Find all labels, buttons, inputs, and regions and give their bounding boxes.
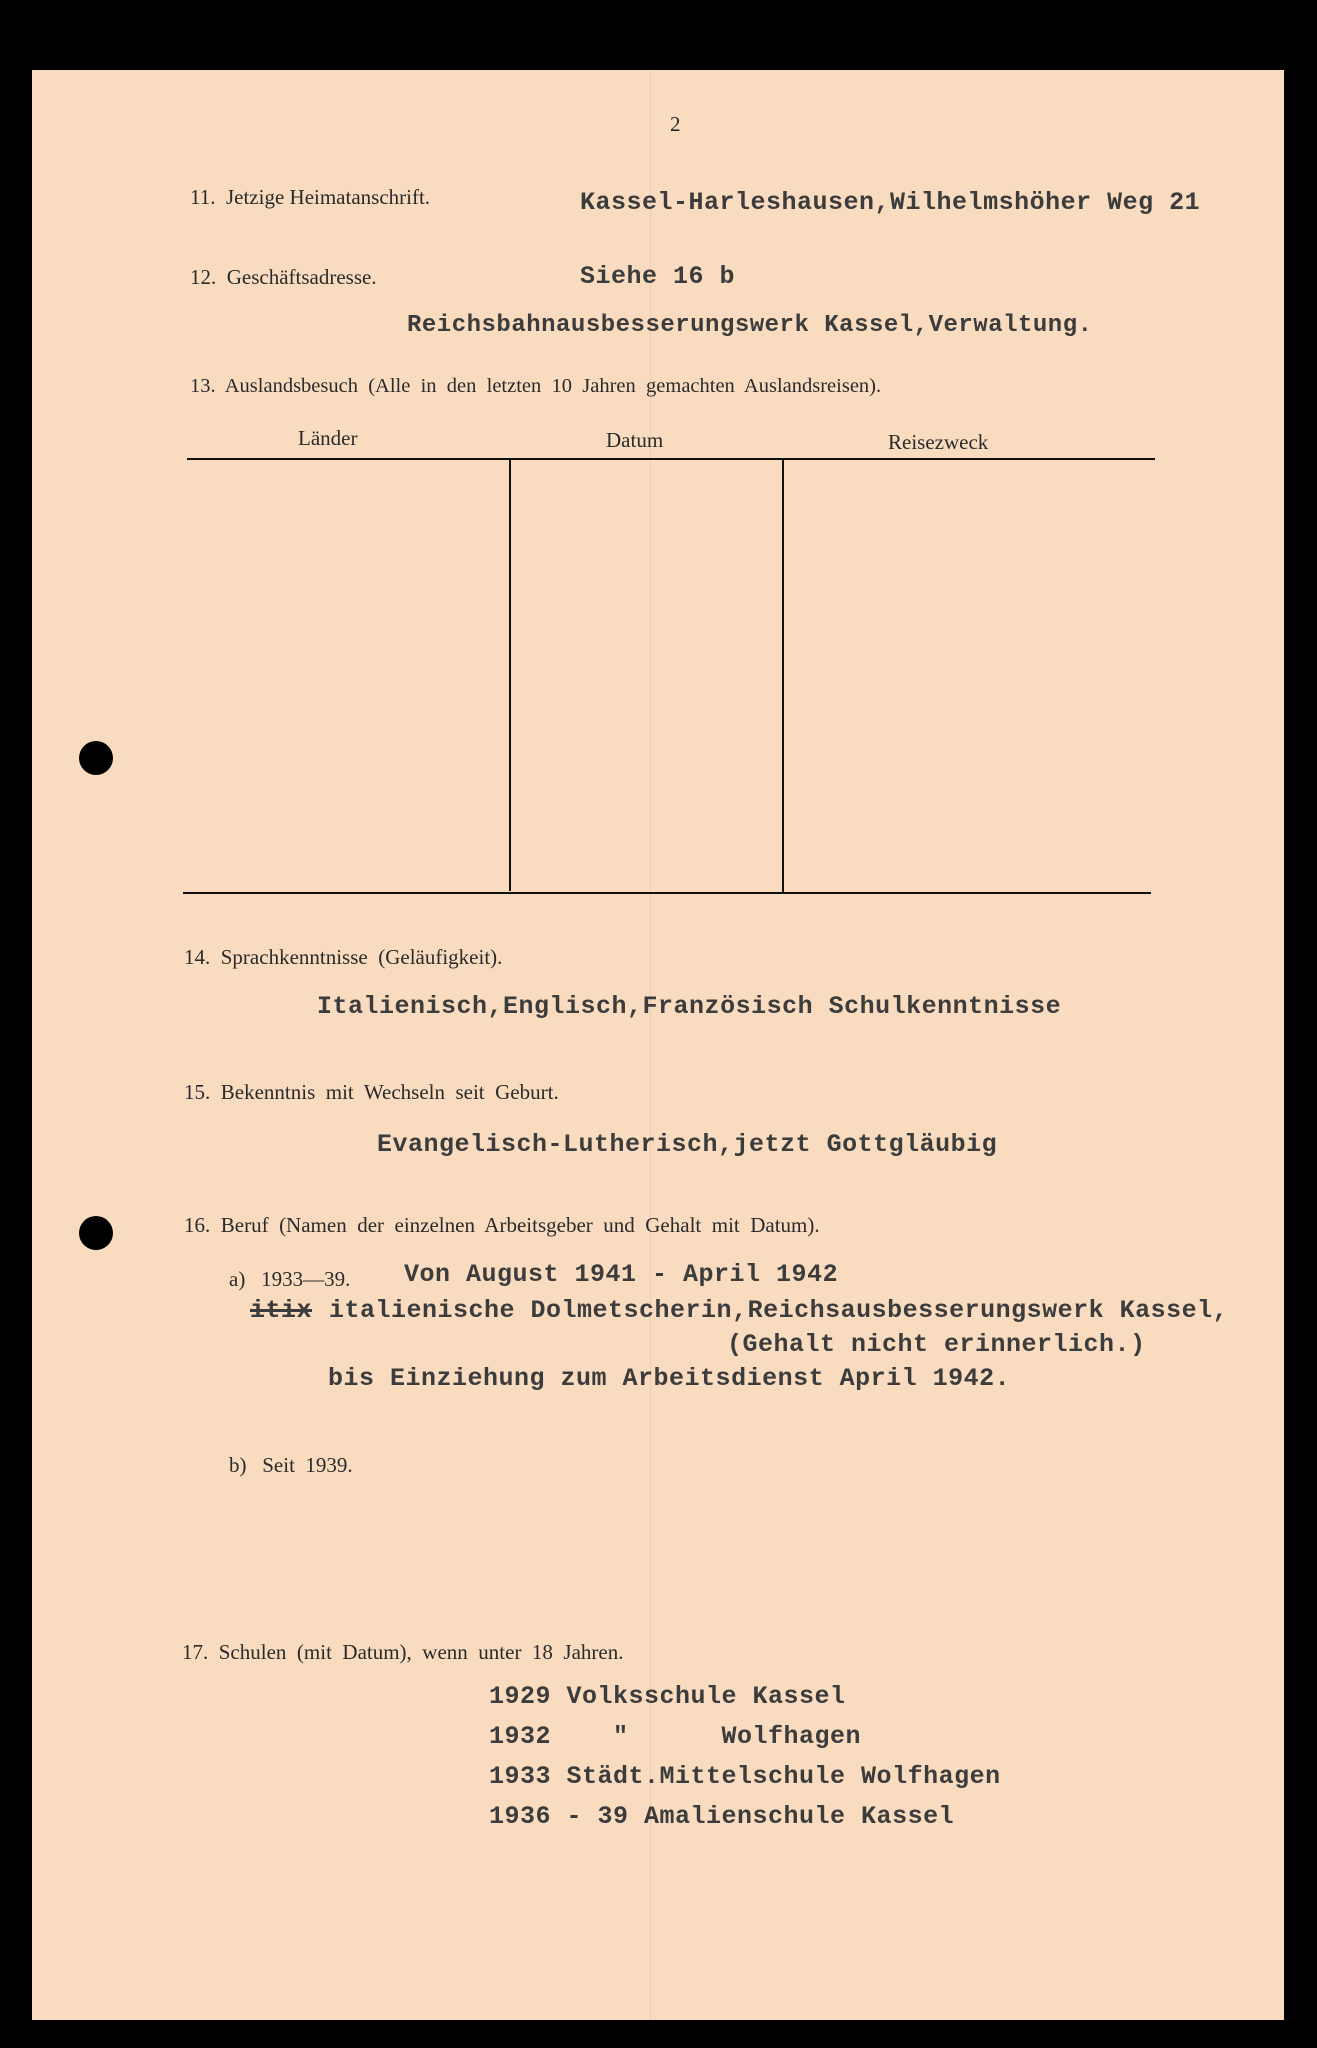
q11-label: 11. Jetzige Heimatanschrift. — [190, 185, 431, 209]
q16-a-strike: itix — [250, 1296, 313, 1325]
table-bottom-rule — [183, 892, 1151, 894]
q13-col-reisezweck: Reisezweck — [888, 430, 989, 454]
q16-label: 16. Beruf (Namen der einzelnen Arbeitsgeber und Gehalt mit Datum). — [184, 1213, 820, 1237]
q11-answer: Kassel-Harleshausen,Wilhelmshöher Weg 21 — [580, 188, 1201, 217]
form-page — [32, 70, 1284, 2020]
q17-school-2: 1932 " Wolfhagen — [489, 1722, 862, 1751]
q15-answer: Evangelisch-Lutherisch,jetzt Gottgläubig — [377, 1130, 998, 1159]
q16-a-line1: Von August 1941 - April 1942 — [404, 1260, 839, 1289]
q16-a-line3: (Gehalt nicht erinnerlich.) — [727, 1330, 1146, 1359]
table-divider-2 — [782, 460, 784, 892]
q12-label: 12. Geschäftsadresse. — [190, 265, 377, 289]
page-number: 2 — [670, 112, 681, 136]
q13-col-datum: Datum — [606, 428, 664, 452]
q13-label: 13. Auslandsbesuch (Alle in den letzten 10 Jahren gemachten Auslandsreisen). — [190, 375, 882, 397]
punch-hole-upper — [79, 741, 113, 775]
q12-answer-line2: Reichsbahnausbesserungswerk Kassel,Verwaltung. — [407, 312, 1093, 339]
q16-a-line2: italienische Dolmetscherin,Reichsausbesserungswerk Kassel, — [329, 1296, 1229, 1325]
punch-hole-lower — [79, 1216, 113, 1250]
q15-label: 15. Bekenntnis mit Wechseln seit Geburt. — [184, 1080, 559, 1104]
q14-answer: Italienisch,Englisch,Französisch Schulkenntnisse — [317, 992, 1062, 1021]
q16-a-label: a) 1933—39. — [229, 1267, 351, 1291]
table-divider-1 — [509, 459, 511, 891]
table-top-rule — [187, 458, 1155, 460]
q16-a-line4: bis Einziehung zum Arbeitsdienst April 1942. — [328, 1364, 1011, 1393]
q17-school-1: 1929 Volksschule Kassel — [489, 1682, 846, 1711]
q12-answer-line1: Siehe 16 b — [580, 262, 736, 291]
q13-col-laender: Länder — [298, 426, 358, 450]
q17-school-3: 1933 Städt.Mittelschule Wolfhagen — [489, 1762, 1001, 1791]
q17-school-4: 1936 - 39 Amalienschule Kassel — [489, 1802, 955, 1831]
q16-b-label: b) Seit 1939. — [229, 1453, 353, 1477]
q17-label: 17. Schulen (mit Datum), wenn unter 18 Jahren. — [182, 1640, 624, 1664]
q14-label: 14. Sprachkenntnisse (Geläufigkeit). — [184, 945, 503, 969]
